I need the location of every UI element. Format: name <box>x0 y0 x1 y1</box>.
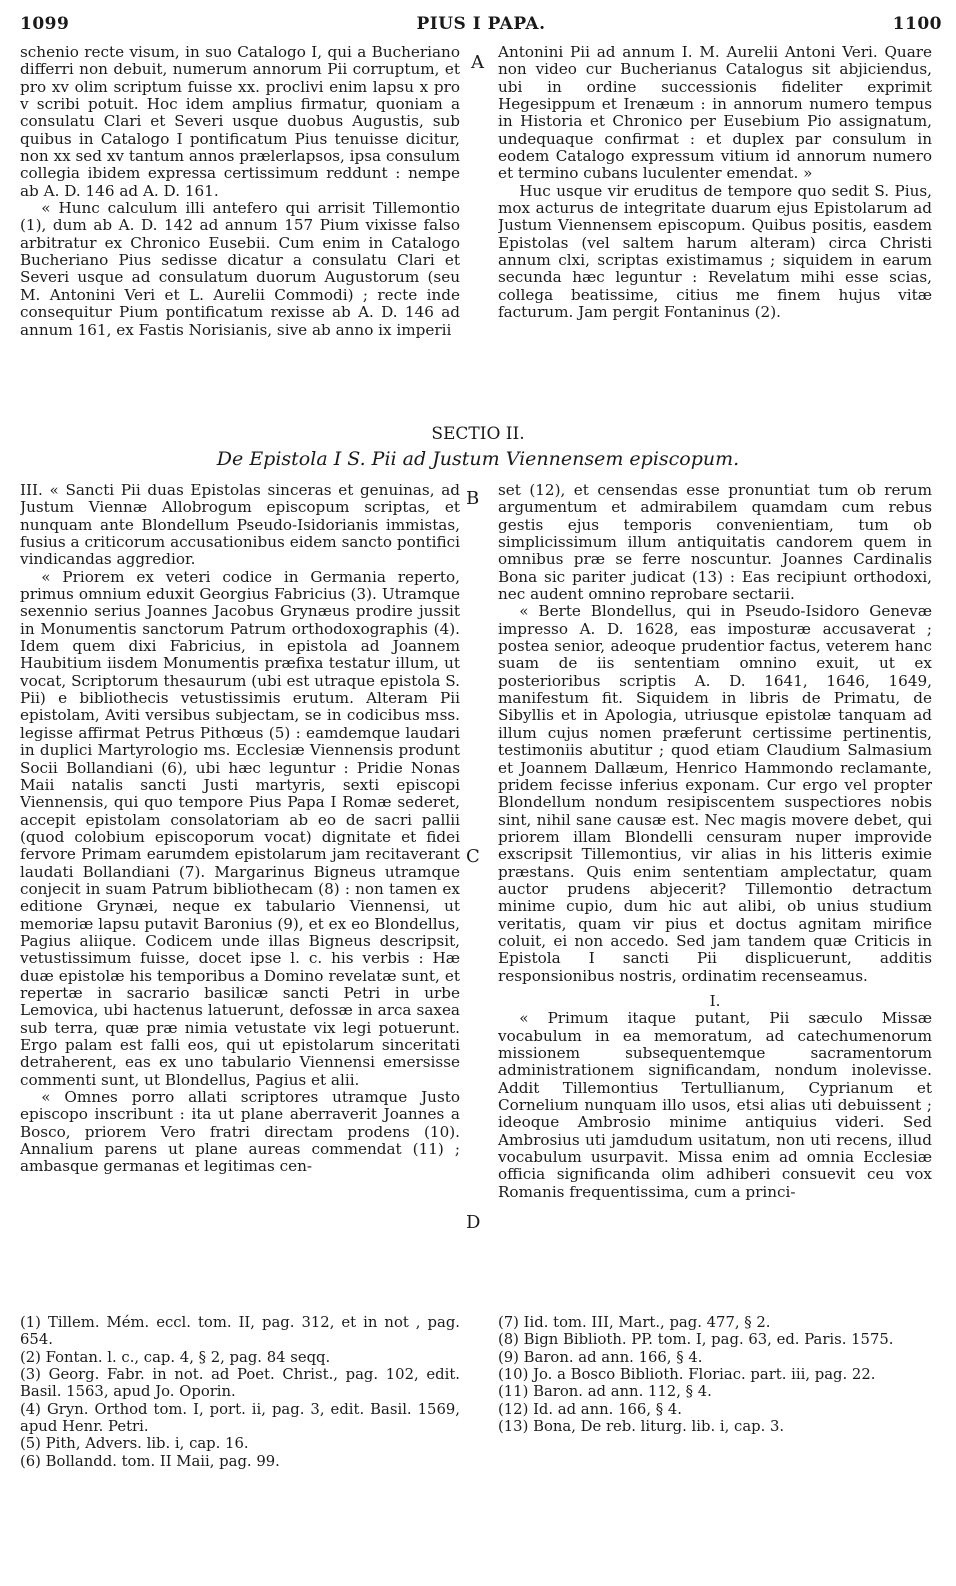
paragraph: « Primum itaque putant, Pii sæculo Missæ vocabulum in ea memoratum, ad catechumenorum missionem subsequentemque sacramentorum administrationem significandam, nondum inolevisse. Addit Tillemontius Tertullianum, Cyprianum et Cornelium nunquam illo usos, etsi alias uti debuissent ; ideoque Ambrosio minime antiquius videri. Sed Ambrosius uti jamdudum usitatum, non uti recens, illud vocabulum usurpavit. Missa enim ad omnia Ecclesiæ officia significanda olim adhiberi consuevit ceu vox Romanis frequentissima, cum a princi- <box>498 1009 932 1201</box>
page-number-left: 1099 <box>20 14 70 34</box>
section-label: SECTIO II. <box>431 424 525 444</box>
footnote: (6) Bollandd. tom. II Maii, pag. 99. <box>20 1452 280 1470</box>
footnote: (12) Id. ad ann. 166, § 4. <box>498 1400 682 1418</box>
left-column-main <box>20 482 460 1302</box>
footnote: (1) Tillem. Mém. eccl. tom. II, pag. 312, et in not , pag. 654. <box>20 1314 460 1349</box>
page-number-right: 1100 <box>892 14 942 34</box>
margin-marker-d: D <box>466 1212 481 1233</box>
margin-marker-b: B <box>466 488 480 509</box>
paragraph: « Priorem ex veteri codice in Germania reperto, primus omnium eduxit Georgius Fabricius (3). Utramque sexennio serius Joannes Jacobus Grynæus prodire jussit in Monumentis sanctorum Patrum orthodoxographis (4). Idem quem dixi Fabricius, in epistola ad Joannem Haubitium iisdem Monumentis præfixa testatur illum, ut vocat, Scriptorum thesaurum (ubi est utraque epistola S. Pii) e bibliothecis vetustissimis erutum. Alteram Pii epistolam, Aviti versibus subjectam, se in codicibus mss. legisse affirmat Petrus Pithœus (5) : eamdemque laudari in duplici Martyrologio ms. Ecclesiæ Viennensis produnt Socii Bollandiani (6), ubi hæc leguntur : Pridie Nonas Maii natalis sancti Justi martyris, sexti episcopi Viennensis, qui quo tempore Pius Papa I Romæ sederet, accepit epistolam consolatoriam ab eo de sacri pallii (quod colobium episcoporum vocat) dignitate et fidei fervore Primam earumdem epistolarum jam recitaverant laudati Bollandiani (7). Margarinus Bigneus utramque conjecit in suam Patrum bibliothecam (8) : non tamen ex editione Grynæi, neque ex tabulario Viennensi, ut memoriæ lapsu putavit Baronius (9), et ex eo Blondellus, Pagius aliique. Codicem unde illas Bigneus descripsit, vetustissimum fuisse, docet ipse l. c. his verbis : Hæ duæ epistolæ his temporibus a Domino revelatæ sunt, et repertæ in sacrario basilicæ sancti Petri in urbe Lemovica, ubi hactenus latuerunt, defossæ in arca saxea sub terra, quæ præ nimia vetustate vix legi potuerunt. Ergo palam est falli eos, qui ut epistolarum sinceritati detraherent, eas ex uno tabulario Viennensi emersisse commenti sunt, ut Blondellus, Pagius et alii. <box>20 567 460 1089</box>
right-column-main <box>498 482 932 1306</box>
footnotes-right <box>498 1314 932 1435</box>
footnotes-left <box>20 1314 460 1470</box>
paragraph: III. « Sancti Pii duas Epistolas sinceras et genuinas, ad Justum Viennæ Allobrogum episcopum scriptas, et nunquam ante Blondellum Pseudo-Isidorianis immistas, fusius a criticorum accusationibus eidem sancto pontifici vindicandas aggredior. <box>20 482 460 569</box>
footnote: (8) Bign Biblioth. PP. tom. I, pag. 63, ed. Paris. 1575. <box>498 1331 894 1349</box>
footnote: (10) Jo. a Bosco Biblioth. Floriac. part. iii, pag. 22. <box>498 1366 876 1384</box>
footnote: (2) Fontan. l. c., cap. 4, § 2, pag. 84 seqq. <box>20 1348 331 1366</box>
paragraph: set (12), et censendas esse pronuntiat tum ob rerum argumentum et admirabilem quamdam cum rebus gestis ejus temporis convenientiam, tum ob simplicissimum illum antiquitatis candorem quem in omnibus præ se ferre noscuntur. Joannes Cardinalis Bona sic pariter judicat (13) : Eas recipiunt orthodoxi, nec audent omnino reprobare sectarii. <box>498 482 932 604</box>
footnote: (5) Pith, Advers. lib. i, cap. 16. <box>20 1435 249 1453</box>
paragraph: Antonini Pii ad annum I. M. Aurelii Antoni Veri. Quare non video cur Bucherianus Catalogus sit abjiciendus, ubi in ordine successionis fideliter exprimit Hegesippum et Irenæum : in annorum numero tempus in Historia et Chronico per Eusebium Pio assignatum, undequaque confirmat : et duplex par consulum in eodem Catalogo expressum vitium id annorum numero et termino cubans luculenter emendat. » <box>498 44 932 183</box>
footnote: (7) Iid. tom. III, Mart., pag. 477, § 2. <box>498 1314 771 1331</box>
running-header <box>20 14 942 40</box>
subsection-heading: I. <box>709 991 721 1010</box>
margin-marker-a: A <box>471 52 484 73</box>
footnote: (3) Georg. Fabr. in not. ad Poet. Christ., pag. 102, edit. Basil. 1563, apud Jo. Oporin. <box>20 1366 460 1401</box>
footnote: (13) Bona, De reb. liturg. lib. i, cap. 3. <box>498 1418 785 1436</box>
footnote: (11) Baron. ad ann. 112, § 4. <box>498 1383 712 1401</box>
paragraph: « Omnes porro allati scriptores utramque Justo episcopo inscribunt : ita ut plane aberraverit Joannes a Bosco, priorem Vero fratri directam prodens (10). Annalium parens ut plane aureas commendat (11) ; ambasque germanas et legitimas cen- <box>20 1088 460 1176</box>
page-title: PIUS I PAPA. <box>416 14 546 34</box>
paragraph: schenio recte visum, in suo Catalogo I, qui a Bucheriano differri non debuit, numerum annorum Pii corruptum, et pro xv olim scriptum fuisse xx. proclivi enim lapsu x pro v scribi potuit. Hoc idem amplius firmatur, quoniam a consulatu Clari et Severi usque duobus Augustis, sub quibus in Catalogo I pontificatum Pius tenuisse dicitur, non xx sed xv tantum annos prælerlapsos, ipsa consulum collegia ibidem expressa certissimum reddunt : nempe ab A. D. 146 ad A. D. 161. <box>20 44 460 200</box>
section-title: De Epistola I S. Pii ad Justum Viennensem episcopum. <box>216 448 740 470</box>
footnote: (4) Gryn. Orthod tom. I, port. ii, pag. 3, edit. Basil. 1569, apud Henr. Petri. <box>20 1400 460 1436</box>
left-column-top <box>20 44 460 416</box>
paragraph: Huc usque vir eruditus de tempore quo sedit S. Pius, mox acturus de integritate duarum ejus Epistolarum ad Justum Viennensem episcopum. Quibus positis, easdem Epistolas (vel saltem harum alteram) circa Christi annum clxi, scriptas existimamus ; siquidem in earum secunda hæc leguntur : Revelatum mihi esse scias, collega beatissime, citius me finem hujus vitæ facturum. Jam pergit Fontaninus (2). <box>498 181 932 322</box>
footnote: (9) Baron. ad ann. 166, § 4. <box>498 1348 703 1366</box>
margin-marker-c: C <box>466 846 480 867</box>
right-column-top <box>498 44 932 392</box>
paragraph: « Hunc calculum illi antefero qui arrisit Tillemontio (1), dum ab A. D. 142 ad annum 157 Pium vixisse falso arbitratur ex Chronico Eusebii. Cum enim in Catalogo Bucheriano Pius sedisse dicatur a consulatu Clari et Severi usque ad consulatum duorum Augustorum (seu M. Antonini Veri et L. Aurelii Commodi) ; recte inde consequitur Pium pontificatum rexisse ab A. D. 146 ad annum 161, ex Fastis Norisianis, sive ab anno ix imperii <box>20 199 460 339</box>
paragraph: « Berte Blondellus, qui in Pseudo-Isidoro Genevæ impresso A. D. 1628, eas imposturæ accusaverat ; postea senior, adeoque prudentior factus, veterem hanc suam de iis sententiam omnino exuit, ut ex posterioribus scriptis A. D. 1641, 1646, 1649, manifestum fit. Siquidem in libris de Primatu, de Sibyllis et in Apologia, utriusque epistolæ tanquam ad illum cujus nomen præferunt certissime pertinentis, testimoniis abutitur ; quod etiam Claudium Salmasium et Joannem Dallæum, Henrico Hammondo reclamante, pridem fecisse inferius exponam. Cur ergo vel propter Blondellum nondum resipiscentem suspectiores nobis sint, nihil sane causæ est. Nec magis movere debet, qui priorem illam Blondelli censuram nuper improvide exscripsit Tillemontius, vir alias in his litteris eximie præstans. Quis enim sententiam amplectatur, quam auctor prudens abjecerit? Tillemontio detractum minime cupio, dum hic aut alibi, ob unius studium veritatis, quam vir pius et doctus agnitam mirifice coluit, ei non accedo. Sed jam tandem quæ Criticis in Epistola I sancti Pii displicuerunt, additis responsionibus nostris, ordinatim recenseamus. <box>498 602 932 985</box>
